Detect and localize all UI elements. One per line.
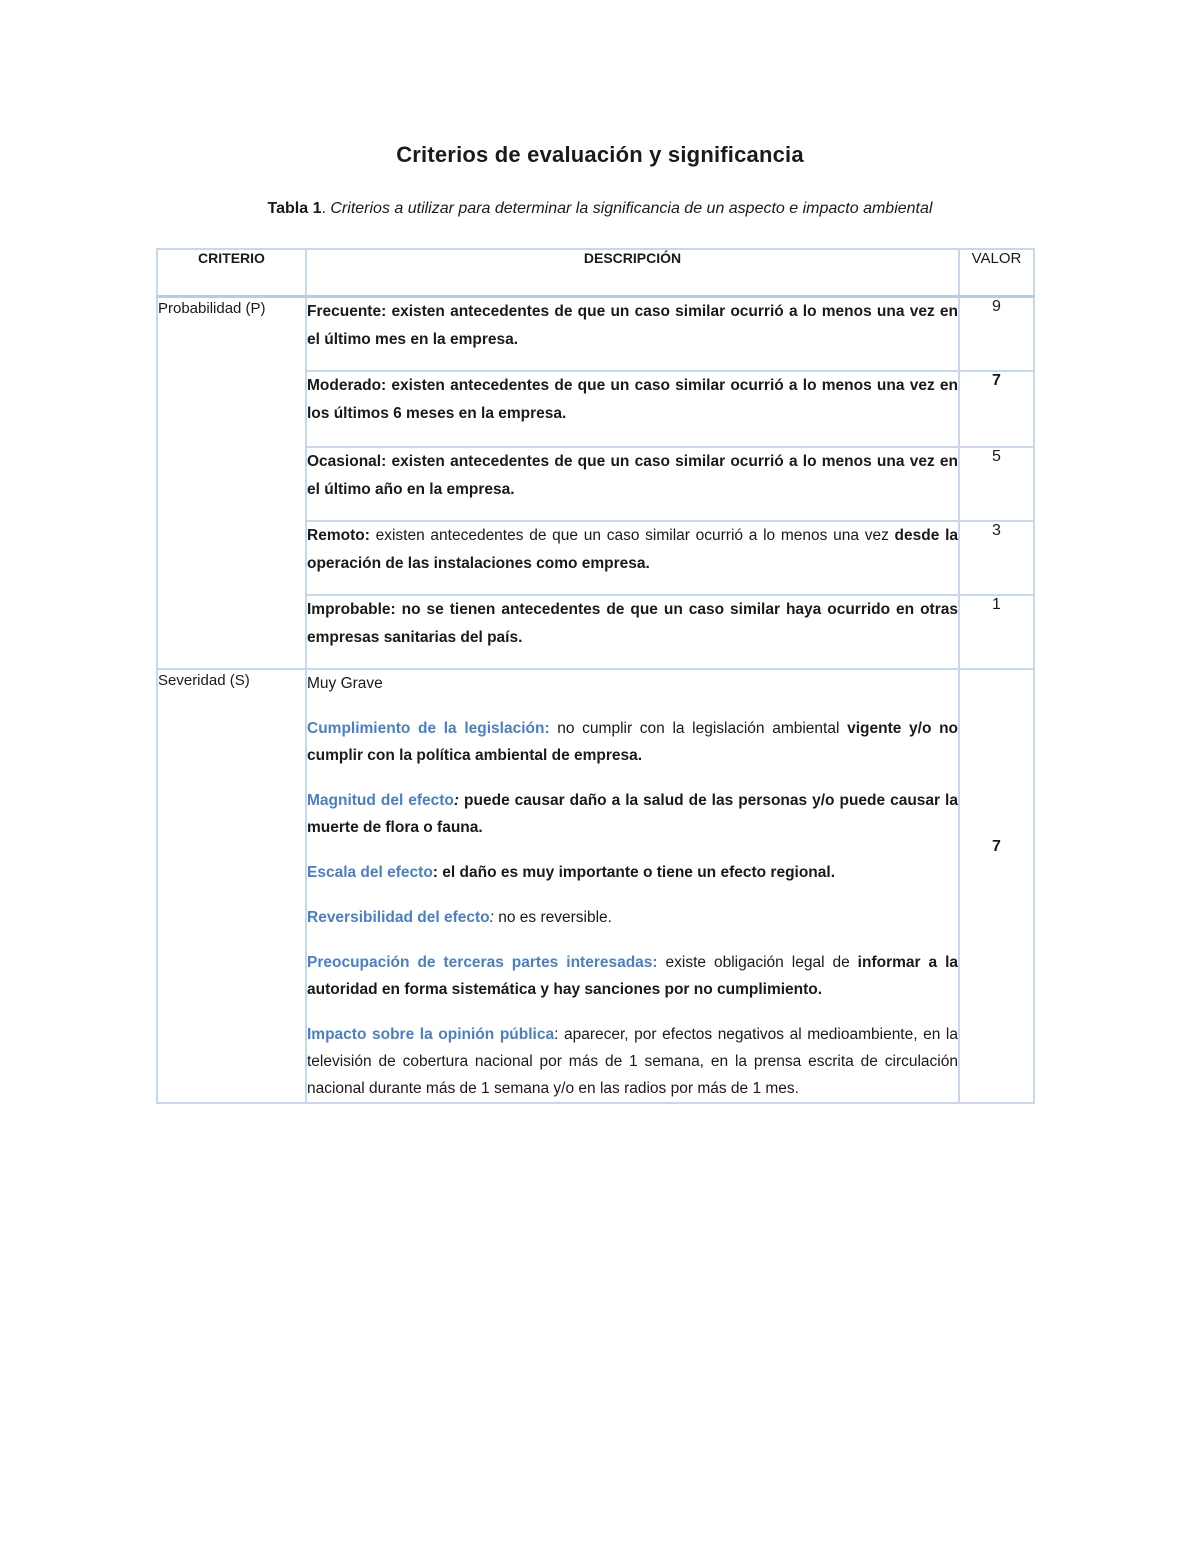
term-cumplimiento: Cumplimiento de la legislación: <box>307 720 550 737</box>
term-preocupacion: Preocupación de terceras partes interesadas: <box>307 954 658 971</box>
term-escala: Escala del efecto <box>307 864 433 881</box>
value-cell: 7 <box>959 371 1034 447</box>
description-text: no se tienen antecedentes de que un caso similar haya ocurrido en otras empresas sanitarias del país. <box>307 601 958 646</box>
value-cell: 1 <box>959 595 1034 669</box>
caption-label: Tabla 1 <box>267 200 322 217</box>
severity-item <box>307 715 958 769</box>
term-impacto: Impacto sobre la opinión pública <box>307 1026 555 1043</box>
header-criterio: CRITERIO <box>157 249 306 297</box>
item-text-bold: el daño es muy importante o tiene un efecto regional. <box>437 864 836 881</box>
description-text-plain: existen antecedentes de que un caso similar ocurrió a lo menos una vez <box>369 527 889 544</box>
term-reversibilidad: Reversibilidad del efecto <box>307 909 490 926</box>
item-text-bold: puede causar daño a la salud de las personas y/o puede causar la muerte de flora o fauna. <box>307 792 958 836</box>
term-magnitud: Magnitud del efecto <box>307 792 454 809</box>
item-text-plain: no cumplir con la legislación ambiental <box>549 720 840 737</box>
item-text-plain: no es reversible. <box>493 909 612 926</box>
term-frecuente: Frecuente: <box>307 303 387 320</box>
page-title: Criterios de evaluación y significancia <box>396 142 804 167</box>
criterio-probabilidad: Probabilidad (P) <box>157 297 306 670</box>
value-cell: 3 <box>959 521 1034 595</box>
term-improbable: Improbable: <box>307 601 396 618</box>
severity-item <box>307 859 958 886</box>
term-remoto: Remoto: <box>307 527 370 544</box>
criteria-table <box>156 248 1035 1104</box>
description-text: existen antecedentes de que un caso similar ocurrió a lo menos una vez en el último año en la empresa. <box>307 453 958 498</box>
description-cell <box>306 447 959 521</box>
description-cell <box>306 297 959 372</box>
criterio-severidad: Severidad (S) <box>157 669 306 1103</box>
item-text-bold: vigente y/o no cumplir con la política ambiental de empresa. <box>307 720 959 764</box>
description-cell <box>306 371 959 447</box>
item-text-plain: existe obligación legal de <box>657 954 850 971</box>
item-text-plain: aparecer, por efectos negativos al medioambiente, en la televisión de cobertura nacional por más de 1 semana, en la prensa escrita de circulación nacional durante más de 1 semana y/o en las radios por más de 1 mes. <box>307 1026 958 1097</box>
severidad-heading: Muy Grave <box>307 675 383 692</box>
severity-item <box>307 787 958 841</box>
caption-dot: . <box>321 200 331 217</box>
severity-item <box>307 949 958 1003</box>
table-header-row <box>157 249 1034 297</box>
item-text-bold: informar a la autoridad en forma sistemática y hay sanciones por no cumplimiento. <box>307 954 959 998</box>
table-row-severidad <box>157 669 1034 1103</box>
value-cell: 9 <box>959 297 1034 372</box>
description-text-bold: desde la operación de las instalaciones como empresa. <box>307 527 958 572</box>
value-cell: 5 <box>959 447 1034 521</box>
term-ocasional: Ocasional: <box>307 453 387 470</box>
severidad-description-cell <box>306 669 959 1103</box>
description-text: existen antecedentes de que un caso similar ocurrió a lo menos una vez en los últimos 6 meses en la empresa. <box>307 377 958 422</box>
header-descripcion: DESCRIPCIÓN <box>306 249 959 297</box>
severity-item <box>307 904 958 931</box>
table-caption <box>0 200 1200 218</box>
item-sep: : <box>554 1026 559 1043</box>
value-cell: 7 <box>959 669 1034 1103</box>
item-sep: : <box>489 909 494 926</box>
description-text: existen antecedentes de que un caso similar ocurrió a lo menos una vez en el último mes en la empresa. <box>307 303 958 348</box>
severity-item <box>307 1021 958 1102</box>
caption-text: Criterios a utilizar para determinar la significancia de un aspecto e impacto ambiental <box>330 200 933 217</box>
header-valor: VALOR <box>959 249 1034 297</box>
description-cell <box>306 595 959 669</box>
term-moderado: Moderado: <box>307 377 387 394</box>
item-sep: : <box>432 864 438 881</box>
table-row <box>157 297 1034 372</box>
item-sep: : <box>453 792 460 809</box>
description-cell <box>306 521 959 595</box>
